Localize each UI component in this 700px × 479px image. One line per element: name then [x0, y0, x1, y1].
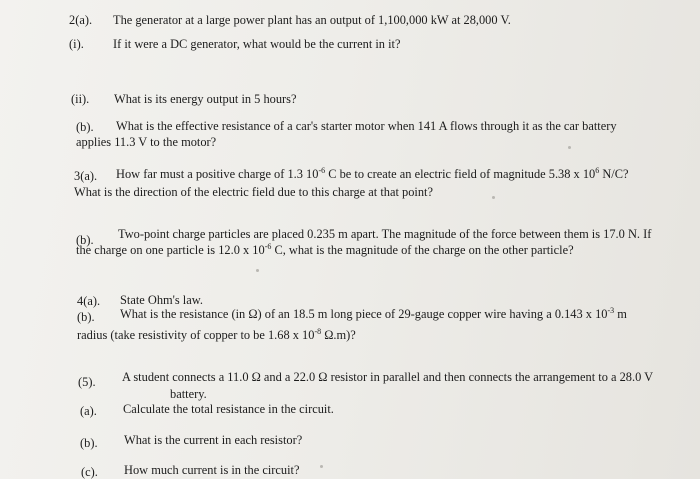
q3b-text-line1: Two-point charge particles are placed 0.235 m apart. The magnitude of the force between them is 17.0 N. If: [118, 227, 652, 241]
paper-speck: [568, 146, 571, 149]
q4a-text: State Ohm's law.: [120, 293, 203, 307]
q2b-text-line1: What is the effective resistance of a car's starter motor when 141 A flows through it as the car battery: [116, 119, 617, 133]
q5b-text: What is the current in each resistor?: [124, 433, 303, 447]
q2ii-number: (ii).: [71, 92, 90, 106]
q5a-number: (a).: [80, 404, 97, 418]
q2-statement: The generator at a large power plant has an output of 1,100,000 kW at 28,000 V.: [113, 13, 511, 27]
q5-number: (5).: [78, 375, 96, 389]
q3a-text-line2: What is the direction of the electric field due to this charge at that point?: [74, 185, 433, 199]
paper-speck: [320, 465, 323, 468]
q4b-text-line2: radius (take resistivity of copper to be 1.68 x $10^{-8}$ Ω.m)?: [77, 327, 356, 342]
q2i-text: If it were a DC generator, what would be the current in it?: [113, 37, 401, 51]
q2b-text-line2: applies 11.3 V to the motor?: [76, 135, 217, 149]
q3-number: 3(a).: [74, 169, 98, 183]
q5-text-line1: A student connects a 11.0 Ω and a 22.0 Ω resistor in parallel and then connects the arrangement to a 28.0 V: [122, 370, 654, 384]
q4b-text-line1: What is the resistance (in Ω) of an 18.5 m long piece of 29-gauge copper wire having a 0.143 x $10^{-3}$ m: [120, 306, 627, 321]
q2i-number: (i).: [69, 37, 84, 51]
q5b-number: (b).: [80, 436, 98, 450]
q3b-number: (b).: [76, 233, 94, 247]
q5a-text: Calculate the total resistance in the circuit.: [123, 402, 334, 416]
q5c-text: How much current is in the circuit?: [124, 463, 300, 477]
q5-text-line2: battery.: [170, 387, 207, 401]
paper-speck: [492, 196, 495, 199]
paper-speck: [256, 269, 259, 272]
q3b-text-line2: the charge on one particle is 12.0 x $10^{-6}$ C, what is the magnitude of the charge on the other particle?: [76, 242, 574, 257]
q2ii-text: What is its energy output in 5 hours?: [114, 92, 297, 106]
q3a-text-line1: How far must a positive charge of 1.3 $10^{-6}$ C be to create an electric field of magnitude 5.38 x $10^6$ N/C?: [116, 166, 629, 181]
q4b-number: (b).: [77, 310, 95, 324]
q4-number: 4(a).: [77, 294, 101, 308]
q2-number: 2(a).: [69, 13, 93, 27]
q2b-number: (b).: [76, 120, 94, 134]
q5c-number: (c).: [81, 465, 98, 479]
